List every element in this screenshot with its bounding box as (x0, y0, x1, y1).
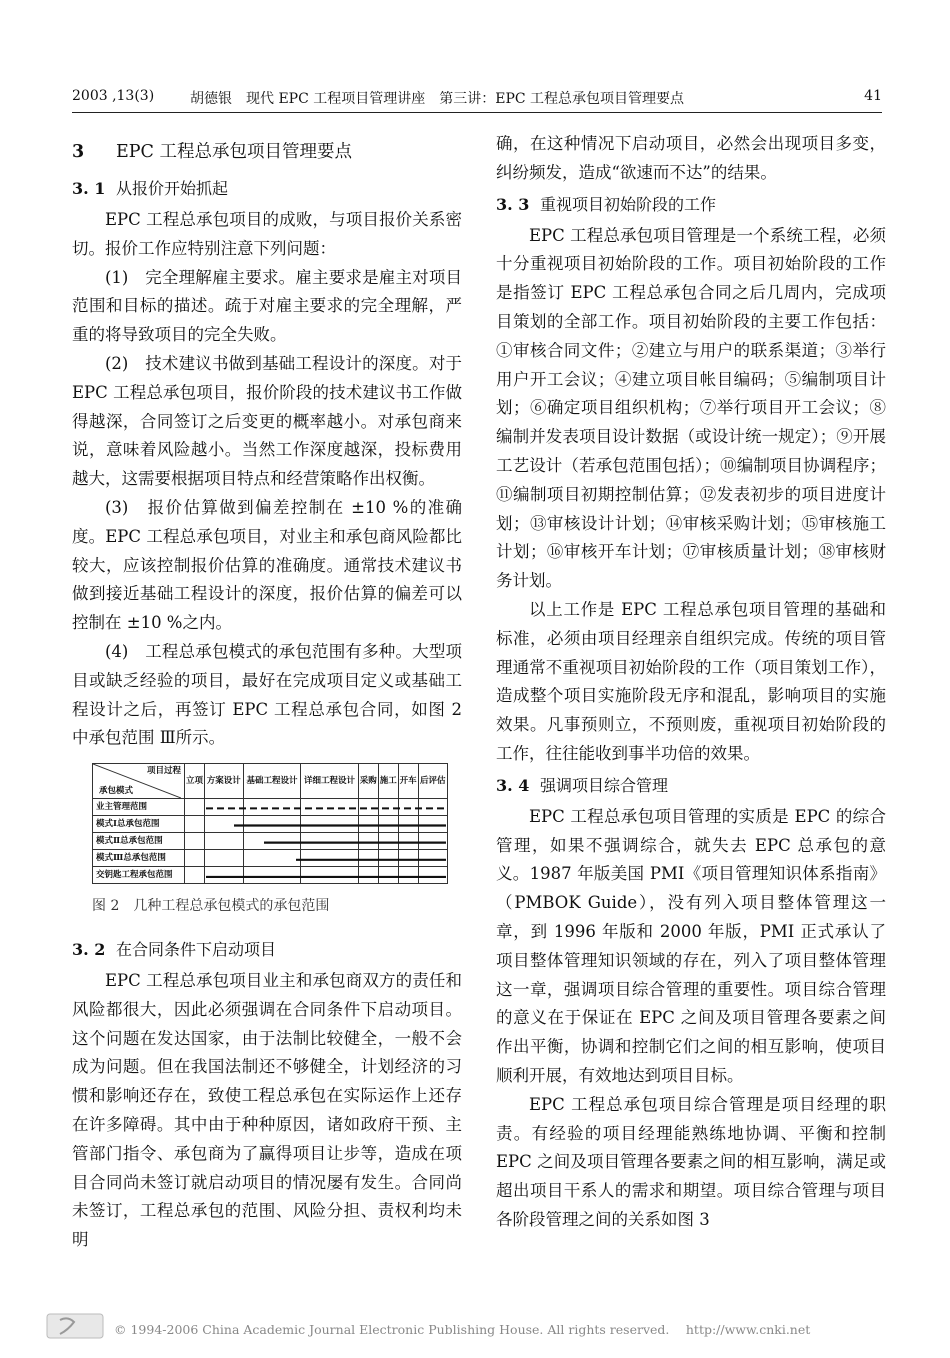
row-label: 模式Ⅰ总承包范围 (93, 816, 185, 833)
paragraph: EPC 工程总承包项目的成败，与项目报价关系密切。报价工作应特别注意下列问题： (72, 210, 462, 258)
paragraph: EPC 工程总承包项目综合管理是项目经理的职责。有经验的项目经理能熟练地协调、平衡和控制 EPC 之间及项目管理各要素之间的相互影响，满足或超出项目干系人的需求和期望。项目综合管理与项目各阶段管理之间的关系如图 3 (496, 1094, 886, 1229)
paragraph: (1) 完全理解雇主要求。雇主要求是雇主对项目范围和目标的描述。疏于对雇主要求的完全理解，严重的将导致项目的完全失败。 (72, 267, 462, 345)
column-header: 后评估 (418, 764, 447, 799)
table-row (93, 799, 448, 816)
subsection-number: 3. 4 (496, 775, 530, 795)
subsection-number: 3. 1 (72, 179, 106, 198)
table-row (93, 850, 448, 867)
corner-cell (96, 764, 184, 798)
subsection-heading (496, 771, 886, 801)
section-title: EPC 工程总承包项目管理要点 (116, 142, 353, 162)
running-header (72, 88, 882, 110)
table-row (93, 833, 448, 850)
column-header: 方案设计 (204, 764, 243, 799)
column-header: 施工 (378, 764, 398, 799)
section-heading (72, 136, 462, 168)
figure-2 (92, 763, 448, 921)
left-column (72, 130, 462, 1255)
subsection-title: 强调项目综合管理 (540, 775, 669, 795)
corner-bottom-label: 承包模式 (99, 786, 134, 797)
row-label: 模式Ⅱ总承包范围 (93, 833, 185, 850)
paragraph: (3) 报价估算做到偏差控制在 ±10 %的准确度。EPC 工程总承包项目，对业主和承包商风险都比较大，应该控制报价估算的准确度。通常技术建议书做到接近基础工程设计的深度，报价估算的偏差可以控制在 ±10 %之内。 (72, 497, 462, 633)
running-title: 胡德银 现代 EPC 工程项目管理讲座 第三讲：EPC 工程总承包项目管理要点 (190, 91, 685, 107)
table-corner (93, 764, 185, 799)
table-row (93, 867, 448, 884)
copyright-text: © 1994-2006 China Academic Journal Electronic Publishing House. All rights reserved. http://www.cnki.net (114, 1322, 811, 1337)
corner-top-label: 项目过程 (146, 766, 181, 777)
subsection-heading (496, 190, 886, 220)
table-header-row (93, 764, 448, 799)
paragraph: EPC 工程总承包项目管理是一个系统工程，必须十分重视项目初始阶段的工作。项目初始阶段的工作是指签订 EPC 工程总承包合同之后几周内，完成项目策划的全部工作。项目初始阶段的主要工作包括：①审核合同文件；②建立与用户的联系渠道；③举行用户开工会议；④建立项目帐目编码；⑤编制项目计划；⑥确定项目组织机构；⑦举行项目开工会议；⑧编制并发表项目设计数据（或设计统一规定）；⑨开展工艺设计（若承包范围包括）；⑩编制项目协调程序；⑪编制项目初期控制估算；⑫发表初步的项目进度计划；⑬审核设计计划；⑭审核采购计划；⑮审核施工计划；⑯审核开车计划；⑰审核质量计划；⑱审核财务计划。 (496, 225, 886, 591)
header-rule (72, 112, 882, 113)
column-header: 详细工程设计 (301, 764, 359, 799)
paragraph: EPC 工程总承包项目管理的实质是 EPC 的综合管理，如果不强调综合，就失去 EPC 总承包的意义。1987 年版美国 PMI《项目管理知识体系指南》（PMBOK Guide），没有列入项目整体管理这一章，到 1996 年版和 2000 年版，PMI 正式承认了项目整体管理知识领域的存在，列入了项目整体管理这一章，强调项目综合管理的重要性。项目综合管理的意义在于保证在 EPC 之间及项目管理各要素之间作出平衡，协调和控制它们之间的相互影响，使项目顺利开展，有效地达到项目目标。 (496, 806, 886, 1085)
paragraph: EPC 工程总承包项目业主和承包商双方的责任和风险都很大，因此必须强调在合同条件下启动项目。这个问题在发达国家，由于法制比较健全，一般不会成为问题。但在我国法制还不够健全，计划经济的习惯和影响还存在，致使工程总承包在实际运作上还存在许多障碍。其中由于种种原因，诸如政府干预、主管部门指令、承包商为了赢得项目让步等，造成在项目合同尚未签订就启动项目的情况屡有发生。合同尚未签订，工程总承包的范围、风险分担、责权利均未明 (72, 970, 462, 1250)
paragraph: (4) 工程总承包模式的承包范围有多种。大型项目或缺乏经验的项目，最好在完成项目定义或基础工程设计之后，再签订 EPC 工程总承包合同，如图 2 中承包范围 Ⅲ所示。 (72, 641, 462, 748)
subsection-title: 在合同条件下启动项目 (116, 939, 277, 959)
column-header: 基础工程设计 (243, 764, 301, 799)
paragraph: 以上工作是 EPC 工程总承包项目管理的基础和标准，必须由项目经理亲自组织完成。传统的项目管理通常不重视项目初始阶段的工作（项目策划工作），造成整个项目实施阶段无序和混乱，影响项目的实施效果。凡事预则立，不预则废，重视项目初始阶段的工作，往往能收到事半功倍的效果。 (496, 599, 886, 763)
subsection-number: 3. 2 (72, 939, 106, 959)
row-label: 业主管理范围 (93, 799, 185, 816)
paragraph: 确，在这种情况下启动项目，必然会出现项目多变，纠纷频发，造成“欲速而不达”的结果。 (496, 134, 886, 182)
issue-label: 2003 ,13(3) (72, 88, 155, 104)
subsection-heading (72, 935, 462, 965)
table-row (93, 816, 448, 833)
column-header: 立项 (185, 764, 205, 799)
figure-table-wrap (92, 763, 448, 884)
subsection-heading (72, 174, 462, 204)
column-header: 开车 (398, 764, 418, 799)
subsection-title: 从报价开始抓起 (116, 179, 229, 198)
page-footer (40, 1312, 900, 1342)
subsection-number: 3. 3 (496, 194, 530, 214)
right-column (496, 130, 886, 1235)
subsection-title: 重视项目初始阶段的工作 (540, 194, 717, 214)
scope-table (92, 763, 448, 884)
row-label: 模式Ⅲ总承包范围 (93, 850, 185, 867)
paragraph: (2) 技术建议书做到基础工程设计的深度。对于 EPC 工程总承包项目，报价阶段的技术建议书工作做得越深，合同签订之后变更的概率越小。对承包商来说，意味着风险越小。当然工作深度越深，投标费用越大，这需要根据项目特点和经营策略作出权衡。 (72, 353, 462, 489)
column-header: 采购 (358, 764, 378, 799)
publisher-logo-icon (46, 1312, 104, 1340)
row-label: 交钥匙工程承包范围 (93, 867, 185, 884)
page-number: 41 (864, 88, 882, 104)
section-number: 3 (72, 142, 85, 162)
figure-caption: 图 2 几种工程总承包模式的承包范围 (92, 898, 330, 915)
